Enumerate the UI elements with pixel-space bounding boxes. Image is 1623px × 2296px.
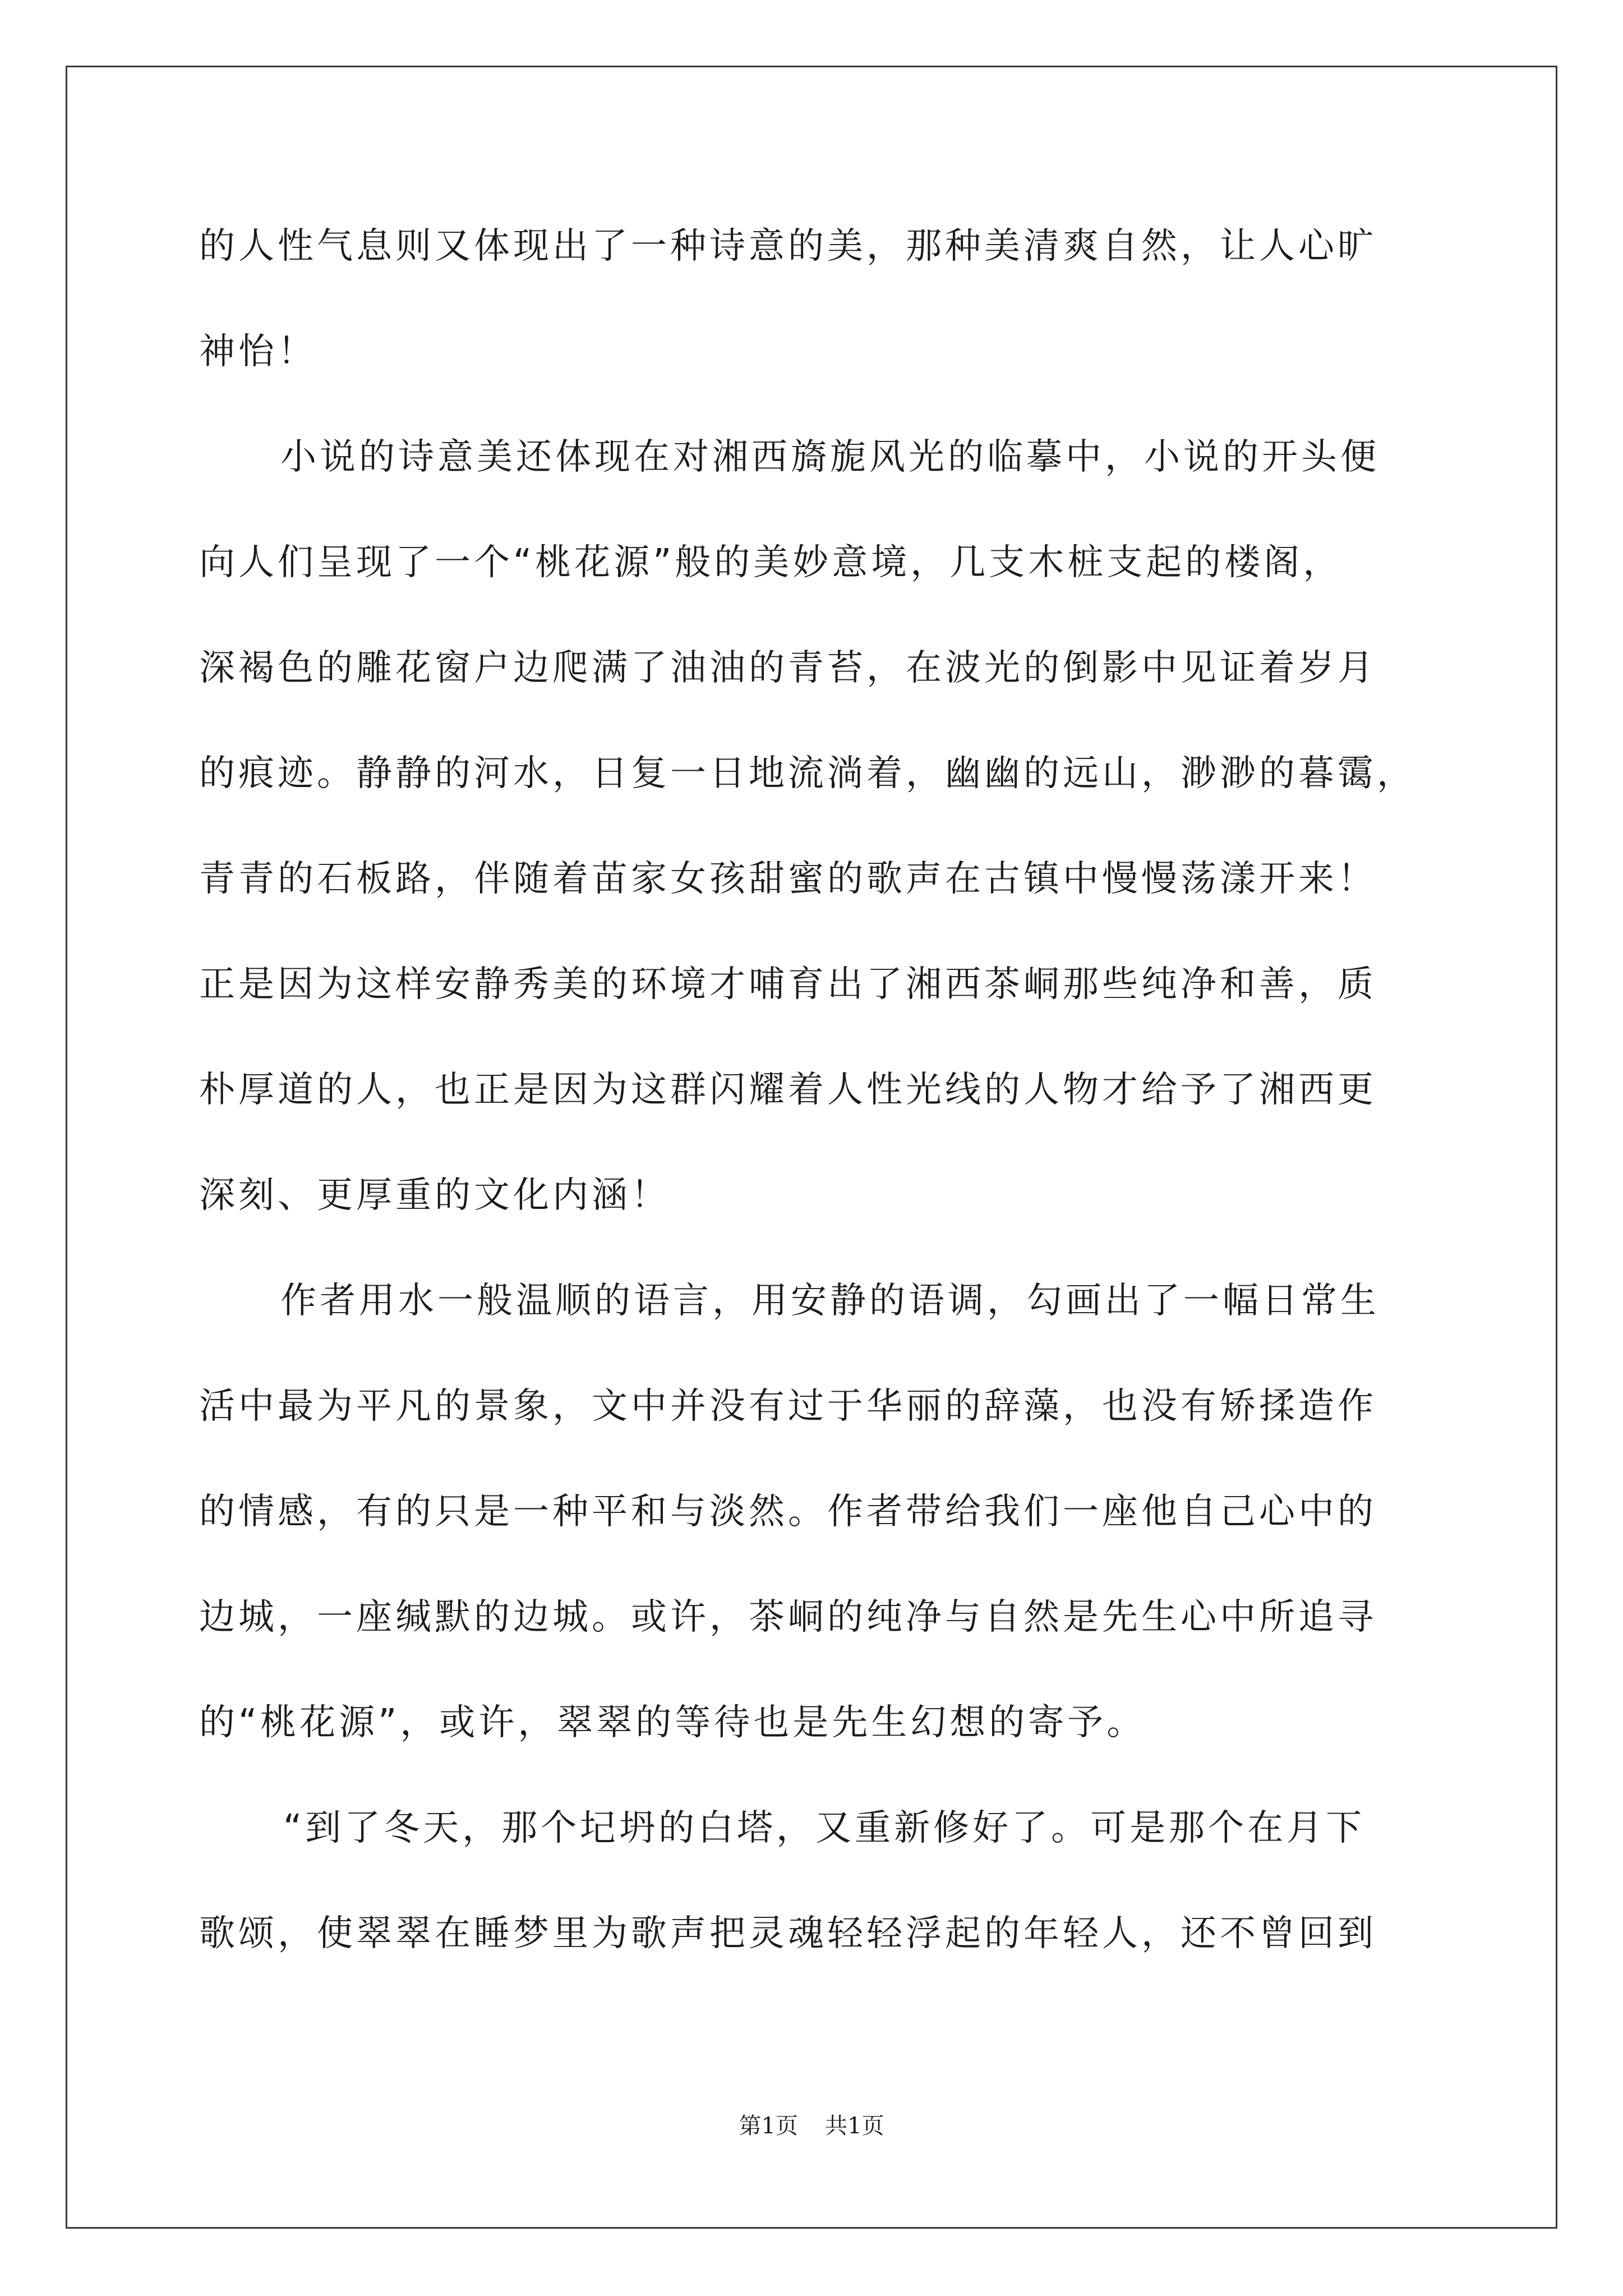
text-line: 的情感，有的只是一种平和与淡然。作者带给我们一座他自己心中的 [199, 1491, 1377, 1533]
page-footer [0, 2108, 1623, 2140]
text-line: 朴厚道的人，也正是因为这群闪耀着人性光线的人物才给予了湘西更 [199, 1069, 1377, 1111]
text-line: 活中最为平凡的景象，文中并没有过于华丽的辞藻，也没有矫揉造作 [199, 1386, 1377, 1427]
page-number-current: 第1页 [739, 2113, 798, 2139]
page-number-total: 共1页 [825, 2113, 884, 2139]
text-line: 的“桃花源”，或许，翠翠的等待也是先生幻想的寄予。 [199, 1702, 1146, 1743]
text-line: 的痕迹。静静的河水，日复一日地流淌着，幽幽的远山，渺渺的暮霭， [199, 753, 1416, 794]
text-line: 边城，一座缄默的边城。或许，茶峒的纯净与自然是先生心中所追寻 [199, 1596, 1377, 1638]
text-line: 歌颂，使翠翠在睡梦里为歌声把灵魂轻轻浮起的年轻人，还不曾回到 [199, 1913, 1377, 1954]
paragraph-start-line: 小说的诗意美还体现在对湘西旖旎风光的临摹中，小说的开头便 [280, 436, 1380, 478]
text-line: 深褐色的雕花窗户边爬满了油油的青苔，在波光的倒影中见证着岁月 [199, 647, 1377, 689]
document-body [199, 194, 1433, 1986]
text-line: 向人们呈现了一个“桃花源”般的美妙意境，几支木桩支起的楼阁， [199, 542, 1343, 583]
text-line: 深刻、更厚重的文化内涵！ [199, 1175, 670, 1216]
text-line: 的人性气息则又体现出了一种诗意的美，那种美清爽自然，让人心旷 [199, 226, 1377, 267]
text-line: 青青的石板路，伴随着苗家女孩甜蜜的歌声在古镇中慢慢荡漾开来！ [199, 858, 1377, 900]
text-line: 正是因为这样安静秀美的环境才哺育出了湘西茶峒那些纯净和善，质 [199, 964, 1377, 1005]
text-line: 神怡！ [199, 331, 317, 372]
paragraph-start-line: 作者用水一般温顺的语言，用安静的语调，勾画出了一幅日常生 [280, 1280, 1380, 1322]
paragraph-start-line: “到了冬天，那个圮坍的白塔，又重新修好了。可是那个在月下 [283, 1807, 1366, 1849]
